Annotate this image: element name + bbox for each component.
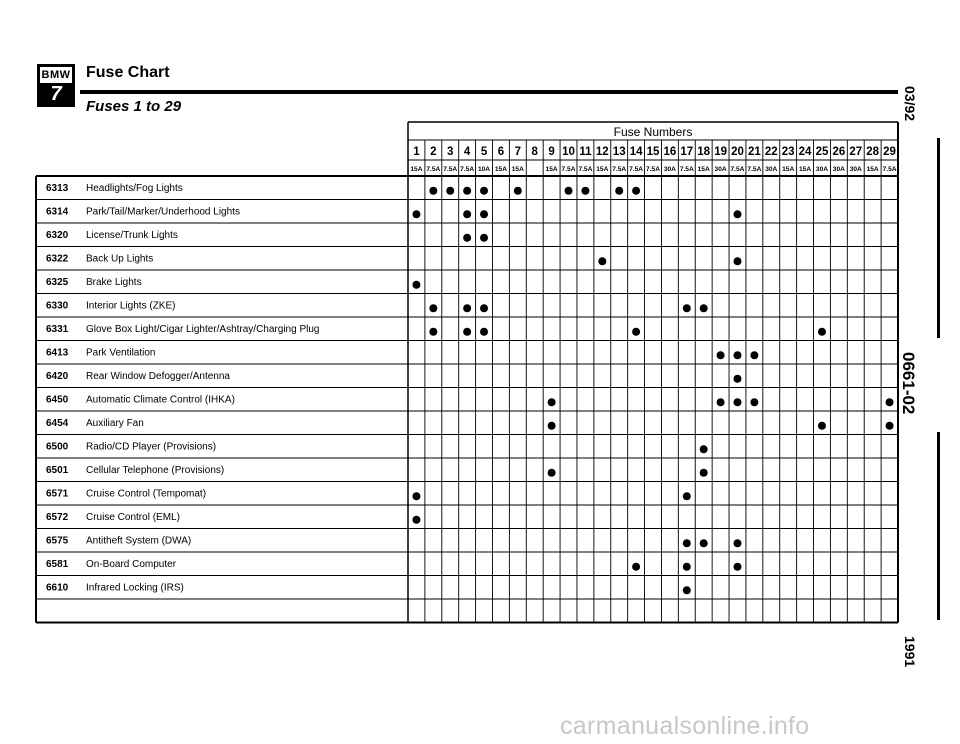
fuse-dot [683, 563, 691, 571]
circuit-label: Park Ventilation [86, 347, 156, 359]
circuit-label: Park/Tail/Marker/Underhood Lights [86, 206, 240, 218]
fuse-dot [632, 328, 640, 336]
fuse-rating-label: 30A [663, 166, 676, 173]
fuse-dot [615, 187, 623, 195]
circuit-label: Infrared Locking (IRS) [86, 582, 184, 594]
side-year: 1991 [902, 636, 918, 668]
fuse-dot [429, 304, 437, 312]
page-subtitle: Fuses 1 to 29 [86, 98, 182, 115]
fuse-dot [632, 563, 640, 571]
fuse-dot [548, 398, 556, 406]
fuse-dot [548, 469, 556, 477]
fuse-dot [733, 257, 741, 265]
circuit-code: 6610 [46, 582, 69, 594]
fuse-number-label: 24 [798, 146, 812, 158]
fuse-number-label: 12 [595, 146, 609, 158]
fuse-dot [463, 210, 471, 218]
fuse-dot [463, 187, 471, 195]
fuse-number-label: 26 [832, 146, 846, 158]
page-title: Fuse Chart [86, 64, 170, 81]
fuse-dot [480, 234, 488, 242]
fuse-rating-label: 7.5A [426, 166, 441, 173]
fuse-rating-label: 15A [494, 166, 507, 173]
fuse-rating-label: 7.5A [561, 166, 576, 173]
circuit-code: 6581 [46, 559, 69, 570]
fuse-rating-label: 30A [849, 166, 862, 173]
circuit-label: Cruise Control (Tempomat) [86, 488, 207, 500]
fuse-dot [733, 351, 741, 359]
fuse-dot [480, 210, 488, 218]
side-date: 03/92 [902, 86, 918, 122]
fuse-number-label: 7 [514, 146, 522, 158]
fuse-rating-label: 7.5A [578, 166, 593, 173]
circuit-code: 6413 [46, 347, 69, 359]
circuit-code: 6450 [46, 394, 69, 406]
fuse-number-label: 16 [663, 146, 677, 158]
fuse-rating-label: 15A [545, 166, 558, 173]
fuse-rating-label: 15A [596, 166, 609, 173]
circuit-code: 6320 [46, 230, 69, 241]
fuse-dot [886, 398, 894, 406]
fuse-dot [446, 187, 454, 195]
fuse-number-label: 28 [866, 146, 880, 158]
fuse-dot [463, 234, 471, 242]
fuse-dot [463, 328, 471, 336]
fuse-dot [412, 281, 420, 289]
circuit-code: 6420 [46, 371, 69, 382]
fuse-dot [750, 398, 758, 406]
circuit-label: Glove Box Light/Cigar Lighter/Ashtray/Charging Plug [86, 324, 320, 335]
fuse-dot [700, 469, 708, 477]
fuse-dot [700, 304, 708, 312]
fuse-rating-label: 15A [782, 166, 795, 173]
fuse-rating-label: 7.5A [646, 166, 660, 173]
fuse-rating-label: 7.5A [460, 166, 475, 173]
circuit-label: On-Board Computer [86, 559, 177, 570]
fuse-rating-label: 15A [697, 166, 710, 173]
fuse-rating-label: 30A [714, 166, 727, 173]
fuse-rating-label: 7.5A [882, 166, 897, 173]
circuit-label: Back Up Lights [86, 253, 154, 265]
fuse-dot [886, 422, 894, 430]
fuse-number-label: 4 [463, 146, 471, 158]
fuse-number-label: 10 [562, 146, 575, 158]
fuse-dot [581, 187, 589, 195]
circuit-code: 6314 [46, 206, 69, 218]
circuit-code: 6325 [46, 277, 69, 288]
circuit-code: 6313 [46, 183, 69, 194]
fuse-rating-label: 15A [511, 166, 524, 173]
fuse-dot [480, 328, 488, 336]
fuse-rating-label: 15A [866, 166, 879, 173]
circuit-code: 6501 [46, 465, 69, 476]
fuse-rating-label: 30A [815, 166, 829, 173]
fuse-number-label: 1 [413, 146, 420, 158]
fuse-dot [412, 210, 420, 218]
circuit-label: Cellular Telephone (Provisions) [86, 465, 225, 476]
fuse-dot [733, 563, 741, 571]
fuse-dot [429, 187, 437, 195]
fuse-number-label: 5 [480, 146, 488, 158]
fuse-dot [818, 328, 826, 336]
fuse-dot [514, 187, 522, 195]
circuit-code: 6331 [46, 324, 69, 335]
fuse-number-label: 15 [646, 146, 660, 158]
fuse-dot [683, 492, 691, 500]
fuse-dot [717, 351, 725, 359]
fuse-dot [733, 375, 741, 383]
circuit-label: Interior Lights (ZKE) [86, 300, 176, 312]
circuit-label: Automatic Climate Control (IHKA) [86, 394, 235, 406]
circuit-code: 6500 [46, 441, 69, 453]
circuit-label: License/Trunk Lights [86, 230, 178, 241]
fuse-number-label: 3 [447, 146, 454, 158]
fuse-numbers-header: Fuse Numbers [613, 125, 693, 139]
fuse-number-label: 27 [849, 146, 863, 158]
fuse-rating-label: 30A [832, 166, 845, 173]
fuse-dot [733, 539, 741, 547]
fuse-rating-label: 7.5A [443, 166, 458, 173]
circuit-label: Cruise Control (EML) [86, 512, 180, 523]
circuit-label: Radio/CD Player (Provisions) [86, 441, 217, 453]
circuit-label: Antitheft System (DWA) [86, 535, 192, 547]
fuse-number-label: 21 [747, 146, 761, 158]
fuse-dot [565, 187, 573, 195]
fuse-rating-label: 30A [765, 166, 778, 173]
fuse-dot [412, 492, 420, 500]
fuse-dot [733, 210, 741, 218]
logo-brand: BMW [41, 69, 71, 81]
watermark: carmanualsonline.info [560, 712, 810, 740]
fuse-dot [700, 539, 708, 547]
fuse-dot [750, 351, 758, 359]
fuse-dot [683, 539, 691, 547]
fuse-dot [733, 398, 741, 406]
fuse-dot [429, 328, 437, 336]
fuse-number-label: 22 [764, 146, 778, 158]
fuse-dot [480, 187, 488, 195]
circuit-code: 6330 [46, 300, 69, 312]
fuse-rating-label: 7.5A [629, 166, 644, 173]
fuse-number-label: 19 [714, 146, 727, 158]
circuit-label: Rear Window Defogger/Antenna [86, 371, 230, 382]
fuse-number-label: 25 [815, 146, 829, 158]
fuse-rating-label: 7.5A [747, 166, 762, 173]
fuse-rating-label: 7.5A [730, 166, 745, 173]
circuit-code: 6575 [46, 535, 69, 547]
fuse-number-label: 23 [781, 146, 795, 158]
fuse-dot [683, 586, 691, 594]
circuit-label: Brake Lights [86, 277, 142, 288]
fuse-number-label: 11 [579, 146, 592, 158]
fuse-rating-label: 15A [410, 166, 423, 173]
circuit-label: Headlights/Fog Lights [86, 183, 183, 194]
fuse-number-label: 8 [531, 146, 538, 158]
fuse-dot [412, 516, 420, 524]
fuse-rating-label: 7.5A [612, 166, 627, 173]
fuse-dot [598, 257, 606, 265]
fuse-rating-label: 15A [799, 166, 812, 173]
fuse-number-label: 13 [612, 146, 626, 158]
circuit-code: 6454 [46, 418, 69, 429]
fuse-dot [700, 445, 708, 453]
fuse-number-label: 2 [430, 146, 437, 158]
fuse-number-label: 18 [697, 146, 711, 158]
side-code: 0661-02 [899, 352, 918, 415]
fuse-rating-label: 10A [477, 166, 491, 173]
fuse-number-label: 14 [629, 146, 643, 158]
fuse-dot [463, 304, 471, 312]
circuit-label: Auxiliary Fan [86, 418, 144, 429]
fuse-dot [548, 422, 556, 430]
circuit-code: 6322 [46, 253, 69, 265]
fuse-dot [717, 398, 725, 406]
circuit-code: 6571 [46, 488, 69, 500]
fuse-dot [683, 304, 691, 312]
fuse-dot [480, 304, 488, 312]
fuse-number-label: 6 [497, 146, 505, 158]
fuse-rating-label: 7.5A [679, 166, 694, 173]
fuse-dot [818, 422, 826, 430]
fuse-number-label: 29 [883, 146, 896, 158]
circuit-code: 6572 [46, 512, 69, 523]
fuse-dot [632, 187, 640, 195]
logo-series: 7 [40, 83, 72, 104]
fuse-number-label: 20 [731, 146, 744, 158]
fuse-number-label: 17 [680, 146, 694, 158]
fuse-number-label: 9 [548, 146, 555, 158]
